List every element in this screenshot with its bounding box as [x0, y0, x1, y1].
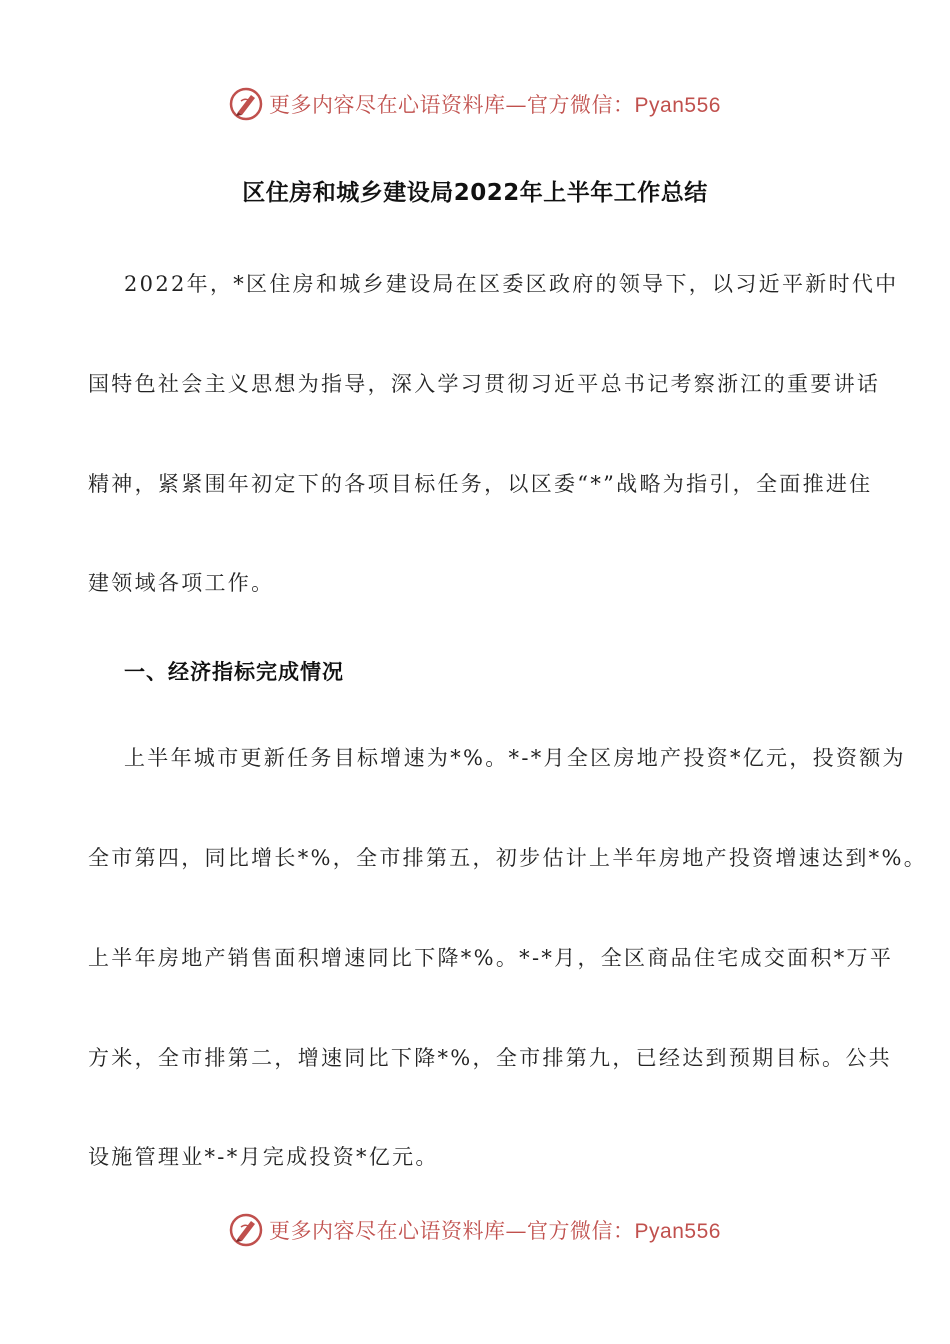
section1-line-2: 全市第四，同比增长*%，全市排第五，初步估计上半年房地产投资增速达到*%。: [88, 846, 928, 870]
section1-line-1: 上半年城市更新任务目标增速为*%。*-*月全区房地产投资*亿元，投资额为: [124, 746, 906, 770]
pen-logo-icon: [229, 1213, 263, 1247]
document-title: 区住房和城乡建设局2022年上半年工作总结: [242, 180, 708, 206]
banner-wechat-id: Pyan556: [634, 94, 721, 117]
section1-heading: 一、经济指标完成情况: [124, 660, 344, 684]
paragraph1-line-3: 精神，紧紧围年初定下的各项目标任务，以区委“*”战略为指引，全面推进住: [88, 472, 873, 496]
banner-text: 更多内容尽在心语资料库—官方微信：Pyan556: [269, 1219, 721, 1243]
paragraph1-line-2: 国特色社会主义思想为指导，深入学习贯彻习近平总书记考察浙江的重要讲话: [88, 372, 881, 396]
header-banner: [0, 84, 950, 124]
pen-logo-icon: [229, 87, 263, 121]
section1-line-4: 方米，全市排第二，增速同比下降*%，全市排第九，已经达到预期目标。公共: [88, 1046, 892, 1070]
section1-line-5: 设施管理业*-*月完成投资*亿元。: [88, 1145, 439, 1169]
paragraph1-line-4: 建领域各项工作。: [88, 571, 275, 595]
paragraph1-line-1: 2022年，*区住房和城乡建设局在区委区政府的领导下，以习近平新时代中: [124, 272, 899, 296]
footer-banner: [0, 1210, 950, 1250]
banner-wechat-id: Pyan556: [634, 1220, 721, 1243]
banner-text: 更多内容尽在心语资料库—官方微信：Pyan556: [269, 93, 721, 117]
section1-line-3: 上半年房地产销售面积增速同比下降*%。*-*月，全区商品住宅成交面积*万平: [88, 946, 894, 970]
